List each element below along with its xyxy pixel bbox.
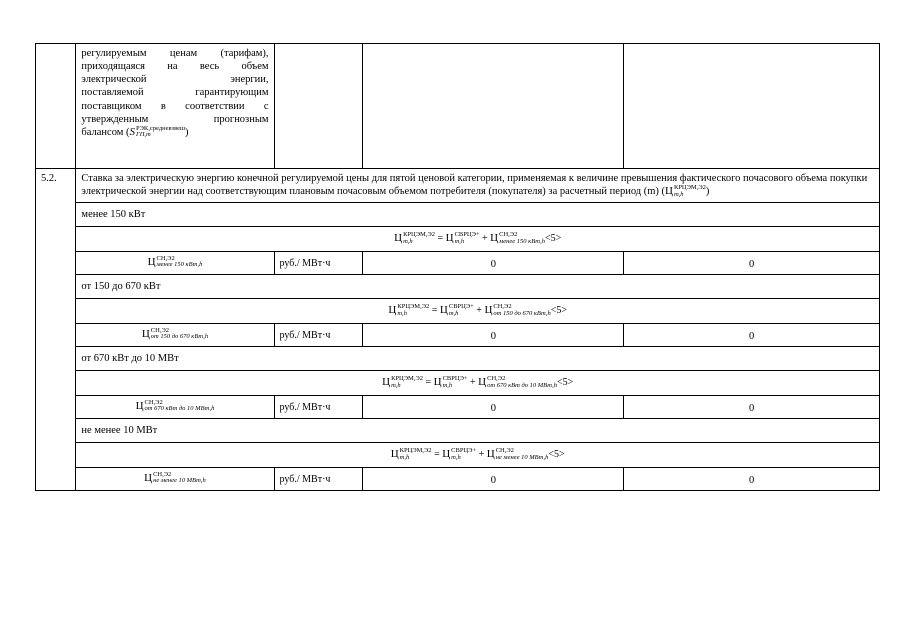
rate-symbol-sub: не менее 10 МВт,h (153, 477, 206, 485)
continuation-line: утвержденным прогнозным (81, 113, 269, 125)
continuation-suffix: ) (185, 126, 189, 138)
rate-symbol-sup: СН,Э2 (156, 254, 175, 262)
tariff-table (35, 43, 880, 491)
formula-lhs: Ц (390, 448, 399, 460)
group-heading: не менее 10 МВт (76, 418, 880, 442)
formula-term1-sup: СВРЦЭ+ (448, 303, 474, 311)
formula-cell (76, 299, 880, 324)
section-description (76, 169, 880, 203)
group-heading: менее 150 кВт (76, 202, 880, 226)
balance-symbol: S (129, 125, 136, 138)
formula-term2-sub: от 150 до 670 кВт,h (493, 309, 551, 317)
formula-term1: Ц (445, 232, 454, 244)
rate-symbol-sub: от 670 кВт до 10 МВт,h (144, 405, 215, 413)
formula-lhs-sup: КРЦЭМ,Э2 (403, 231, 435, 239)
rate-symbol-sup: СН,Э2 (144, 398, 163, 406)
formula-term1-sub: m,h (454, 237, 465, 245)
section-description-suffix: ) (705, 186, 710, 198)
rate-symbol: Ц (144, 471, 153, 484)
empty-value-cell (624, 44, 880, 169)
formula-cell (76, 371, 880, 396)
formula-term2: Ц (478, 376, 487, 388)
formula-row (36, 443, 880, 468)
continuation-line: поставляемой гарантирующим (81, 87, 269, 99)
rate-symbol-cell (76, 395, 274, 418)
continuation-line: электрической энергии, (81, 74, 269, 86)
formula-footnote-ref: <5> (544, 233, 562, 244)
value-row (36, 395, 880, 418)
value-cell-1: 0 (363, 323, 624, 346)
empty-value-cell (363, 44, 624, 169)
formula-equals: = (435, 233, 446, 244)
formula-term1-sup: СВРЦЭ+ (442, 375, 468, 383)
formula-plus: + (467, 377, 479, 388)
section-number: 5.2. (36, 169, 76, 491)
value-row (36, 323, 880, 346)
formula-term2-sub: не менее 10 МВт,h (495, 453, 549, 461)
formula-term2-sup: СН,Э2 (495, 447, 514, 455)
formula-lhs-sup: КРЦЭМ,Э2 (391, 375, 423, 383)
formula-term1-sub: m,h (442, 381, 453, 389)
continuation-last-line (81, 126, 268, 140)
formula-term1: Ц (442, 448, 451, 460)
section-symbol-sup: КРЦЭМ,Э2 (673, 184, 706, 192)
rate-symbol-cell (76, 251, 274, 274)
formula-term1: Ц (433, 376, 442, 388)
value-cell-1: 0 (363, 467, 624, 490)
value-row (36, 467, 880, 490)
formula-equals: = (423, 377, 434, 388)
formula-lhs-sub: m,h (399, 453, 410, 461)
rate-symbol-sub: менее 150 кВт,h (156, 261, 203, 269)
rate-symbol-sup: СН,Э2 (150, 326, 169, 334)
formula-term2-sub: менее 150 кВт,h (499, 237, 545, 245)
rate-symbol: Ц (147, 255, 156, 268)
rate-symbol-cell (76, 467, 274, 490)
value-cell-1: 0 (363, 251, 624, 274)
formula-row (36, 299, 880, 324)
value-cell-2: 0 (624, 323, 880, 346)
formula-term2-sup: СН,Э2 (493, 303, 512, 311)
formula-lhs-sup: КРЦЭМ,Э2 (397, 303, 430, 311)
formula-term2-sup: СН,Э2 (487, 375, 506, 383)
formula-term1-sup: СВРЦЭ+ (454, 231, 480, 239)
continuation-prefix: балансом ( (81, 126, 130, 138)
formula-footnote-ref: <5> (556, 377, 574, 388)
formula-term2-sub: от 670 кВт до 10 МВт,h (487, 381, 557, 389)
empty-unit-cell (274, 44, 363, 169)
formula-lhs: Ц (382, 376, 391, 388)
group-heading-row (36, 202, 880, 226)
continuation-row (36, 44, 880, 169)
formula-term1-sub: m,h (448, 309, 459, 317)
formula-equals: = (429, 305, 440, 316)
formula-lhs-sub: m,h (403, 237, 413, 245)
unit-cell: руб./ МВт·ч (274, 395, 363, 418)
formula-row (36, 227, 880, 252)
formula-term2: Ц (490, 232, 499, 244)
value-cell-2: 0 (624, 251, 880, 274)
formula-lhs-sub: m,h (397, 309, 407, 317)
formula-term2-sup: СН,Э2 (499, 231, 518, 239)
rate-symbol: Ц (135, 399, 144, 412)
empty-number-cell (36, 44, 76, 169)
formula-term1-sup: СВРЦЭ+ (451, 447, 477, 455)
formula-cell (76, 443, 880, 468)
continuation-line: приходящаяся на весь объем (81, 61, 269, 73)
formula-row (36, 371, 880, 396)
formula-lhs-sub: m,h (391, 381, 401, 389)
formula-footnote-ref: <5> (550, 305, 567, 316)
rate-symbol-cell (76, 323, 274, 346)
value-row (36, 251, 880, 274)
rate-symbol-sup: СН,Э2 (153, 470, 172, 478)
group-heading-row (36, 346, 880, 370)
formula-lhs: Ц (394, 232, 403, 244)
formula-lhs-sup: КРЦЭМ,Э2 (399, 447, 432, 455)
balance-sub: ГП,m (136, 131, 151, 139)
continuation-line: регулируемым ценам (тарифам), (81, 48, 269, 59)
formula-term2: Ц (486, 448, 495, 460)
formula-plus: + (479, 233, 491, 244)
section-description-text: Ставка за электрическую энергию конечной регулируемой цены для пятой ценовой категории, применяемая к величине превышения фактического почасового объема покупки электрической энергии над соответствующим плановым почасовым объемом потребителя (покупателя) за расчетный период (m) ( (81, 173, 868, 198)
continuation-line: поставщиком в соответствии с (81, 100, 269, 112)
formula-equals: = (431, 449, 443, 460)
group-heading: от 150 до 670 кВт (76, 274, 880, 298)
rate-symbol: Ц (141, 327, 150, 340)
group-heading: от 670 кВт до 10 МВт (76, 346, 880, 370)
group-heading-row (36, 274, 880, 298)
formula-cell (76, 227, 880, 252)
value-cell-2: 0 (624, 467, 880, 490)
value-cell-2: 0 (624, 395, 880, 418)
section-symbol: Ц (665, 185, 673, 198)
section-header-row (36, 169, 880, 203)
formula-term1: Ц (439, 304, 448, 316)
formula-term1-sub: m,h (451, 453, 461, 461)
value-cell-1: 0 (363, 395, 624, 418)
formula-footnote-ref: <5> (548, 449, 565, 460)
rate-symbol-sub: от 150 до 670 кВт,h (150, 333, 209, 341)
formula-term2: Ц (484, 304, 493, 316)
continuation-text-cell (76, 44, 274, 169)
unit-cell: руб./ МВт·ч (274, 251, 363, 274)
group-heading-row (36, 418, 880, 442)
formula-plus: + (473, 305, 485, 316)
formula-plus: + (476, 449, 487, 460)
section-symbol-sub: m,h (673, 190, 684, 198)
balance-sup: РЭК,средневзвеш (136, 124, 186, 132)
unit-cell: руб./ МВт·ч (274, 323, 363, 346)
unit-cell: руб./ МВт·ч (274, 467, 363, 490)
formula-lhs: Ц (388, 304, 397, 316)
